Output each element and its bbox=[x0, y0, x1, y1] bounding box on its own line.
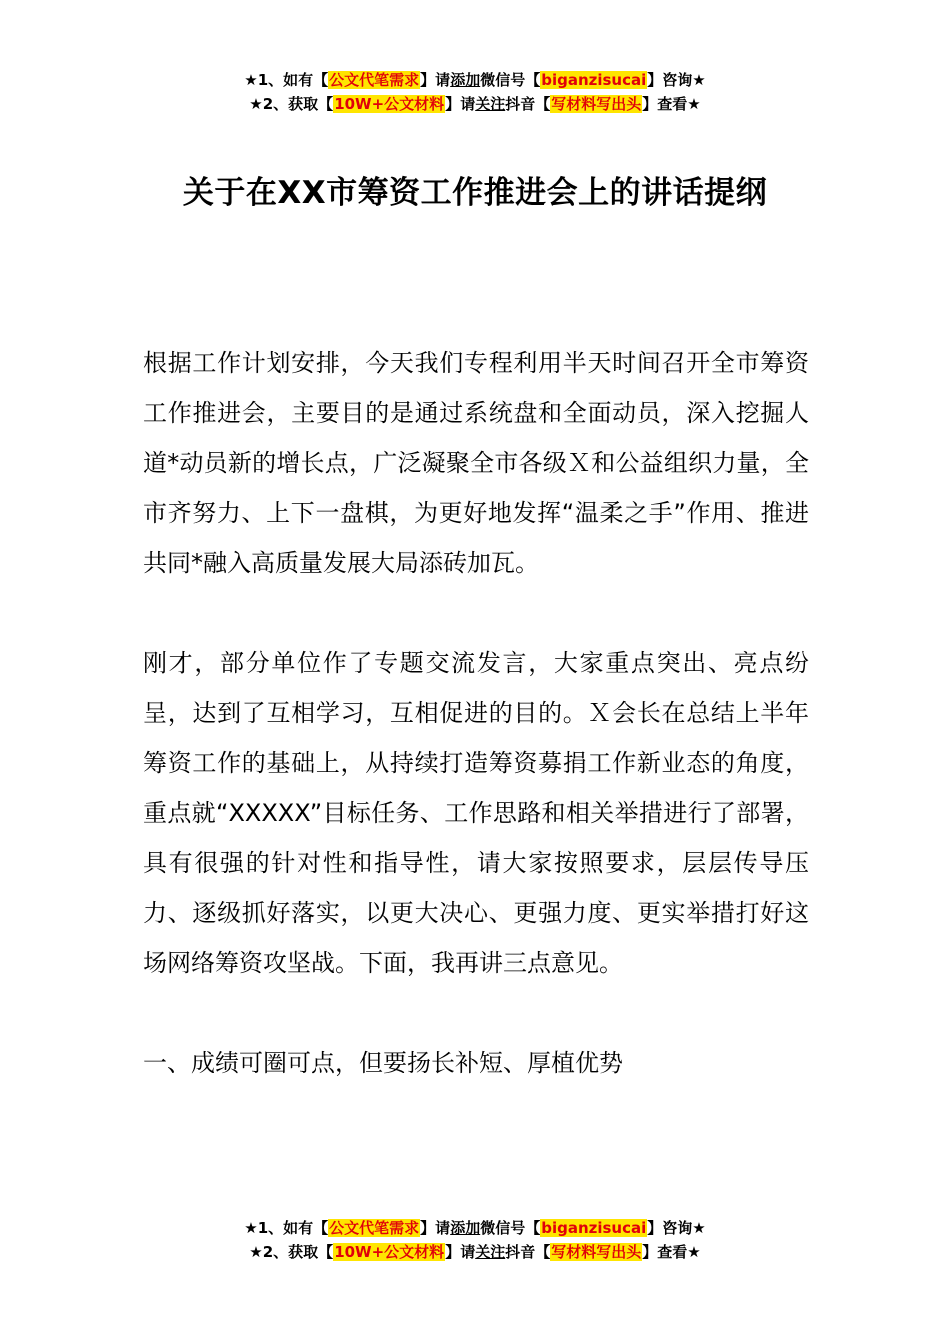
promo-highlight: biganzisucai bbox=[541, 1219, 647, 1237]
promo-text: 微信号【 bbox=[480, 1219, 541, 1237]
promo-underlined-text: 关注 bbox=[475, 95, 506, 113]
promo-text: 微信号【 bbox=[480, 71, 541, 89]
promo-text: 】请 bbox=[420, 1219, 451, 1237]
promo-underlined-text: 关注 bbox=[475, 1243, 506, 1261]
promo-highlight: 写材料写出头 bbox=[551, 1243, 642, 1261]
promo-line-2 bbox=[0, 92, 950, 116]
promo-text: 】请 bbox=[445, 95, 476, 113]
promo-highlight: biganzisucai bbox=[541, 71, 647, 89]
promo-text: 】咨询★ bbox=[647, 1219, 706, 1237]
promo-underlined-text: 添加 bbox=[450, 71, 481, 89]
promo-line-1 bbox=[0, 68, 950, 92]
promo-text: 】查看★ bbox=[642, 1243, 701, 1261]
promo-highlight: 10W+公文材料 bbox=[334, 1243, 445, 1261]
promo-text: 】查看★ bbox=[642, 95, 701, 113]
promo-banner-bottom bbox=[0, 1216, 950, 1264]
promo-text: 】请 bbox=[445, 1243, 476, 1261]
promo-line-2 bbox=[0, 1240, 950, 1264]
section-heading-1: 一、成绩可圈可点，但要扬长补短、厚植优势 bbox=[143, 1049, 623, 1077]
promo-line-1 bbox=[0, 1216, 950, 1240]
promo-banner-top bbox=[0, 68, 950, 116]
promo-highlight: 公文代笔需求 bbox=[329, 1219, 420, 1237]
promo-text: 抖音【 bbox=[505, 1243, 551, 1261]
promo-text: 】请 bbox=[420, 71, 451, 89]
promo-highlight: 公文代笔需求 bbox=[329, 71, 420, 89]
promo-text: 】咨询★ bbox=[647, 71, 706, 89]
document-title: 关于在XX市筹资工作推进会上的讲话提纲 bbox=[182, 174, 768, 211]
document-body bbox=[143, 338, 809, 1088]
promo-text: ★2、获取【 bbox=[249, 95, 334, 113]
promo-text: 抖音【 bbox=[505, 95, 551, 113]
promo-highlight: 写材料写出头 bbox=[551, 95, 642, 113]
paragraph-summary: 刚才，部分单位作了专题交流发言，大家重点突出、亮点纷呈，达到了互相学习，互相促进的目的。Ｘ会长在总结上半年筹资工作的基础上，从持续打造筹资募捐工作新业态的角度，重点就“XXXXX”目标任务、工作思路和相关举措进行了部署，具有很强的针对性和指导性，请大家按照要求，层层传导压力、逐级抓好落实，以更大决心、更强力度、更实举措打好这场网络筹资攻坚战。下面，我再讲三点意见。 bbox=[143, 649, 809, 977]
promo-underlined-text: 添加 bbox=[450, 1219, 481, 1237]
promo-text: ★1、如有【 bbox=[244, 1219, 329, 1237]
promo-highlight: 10W+公文材料 bbox=[334, 95, 445, 113]
paragraph-intro: 根据工作计划安排，今天我们专程利用半天时间召开全市筹资工作推进会，主要目的是通过系统盘和全面动员，深入挖掘人道*动员新的增长点，广泛凝聚全市各级Ｘ和公益组织力量，全市齐努力、上下一盘棋，为更好地发挥“温柔之手”作用、推进共同*融入高质量发展大局添砖加瓦。 bbox=[143, 349, 809, 577]
promo-text: ★1、如有【 bbox=[244, 71, 329, 89]
promo-text: ★2、获取【 bbox=[249, 1243, 334, 1261]
